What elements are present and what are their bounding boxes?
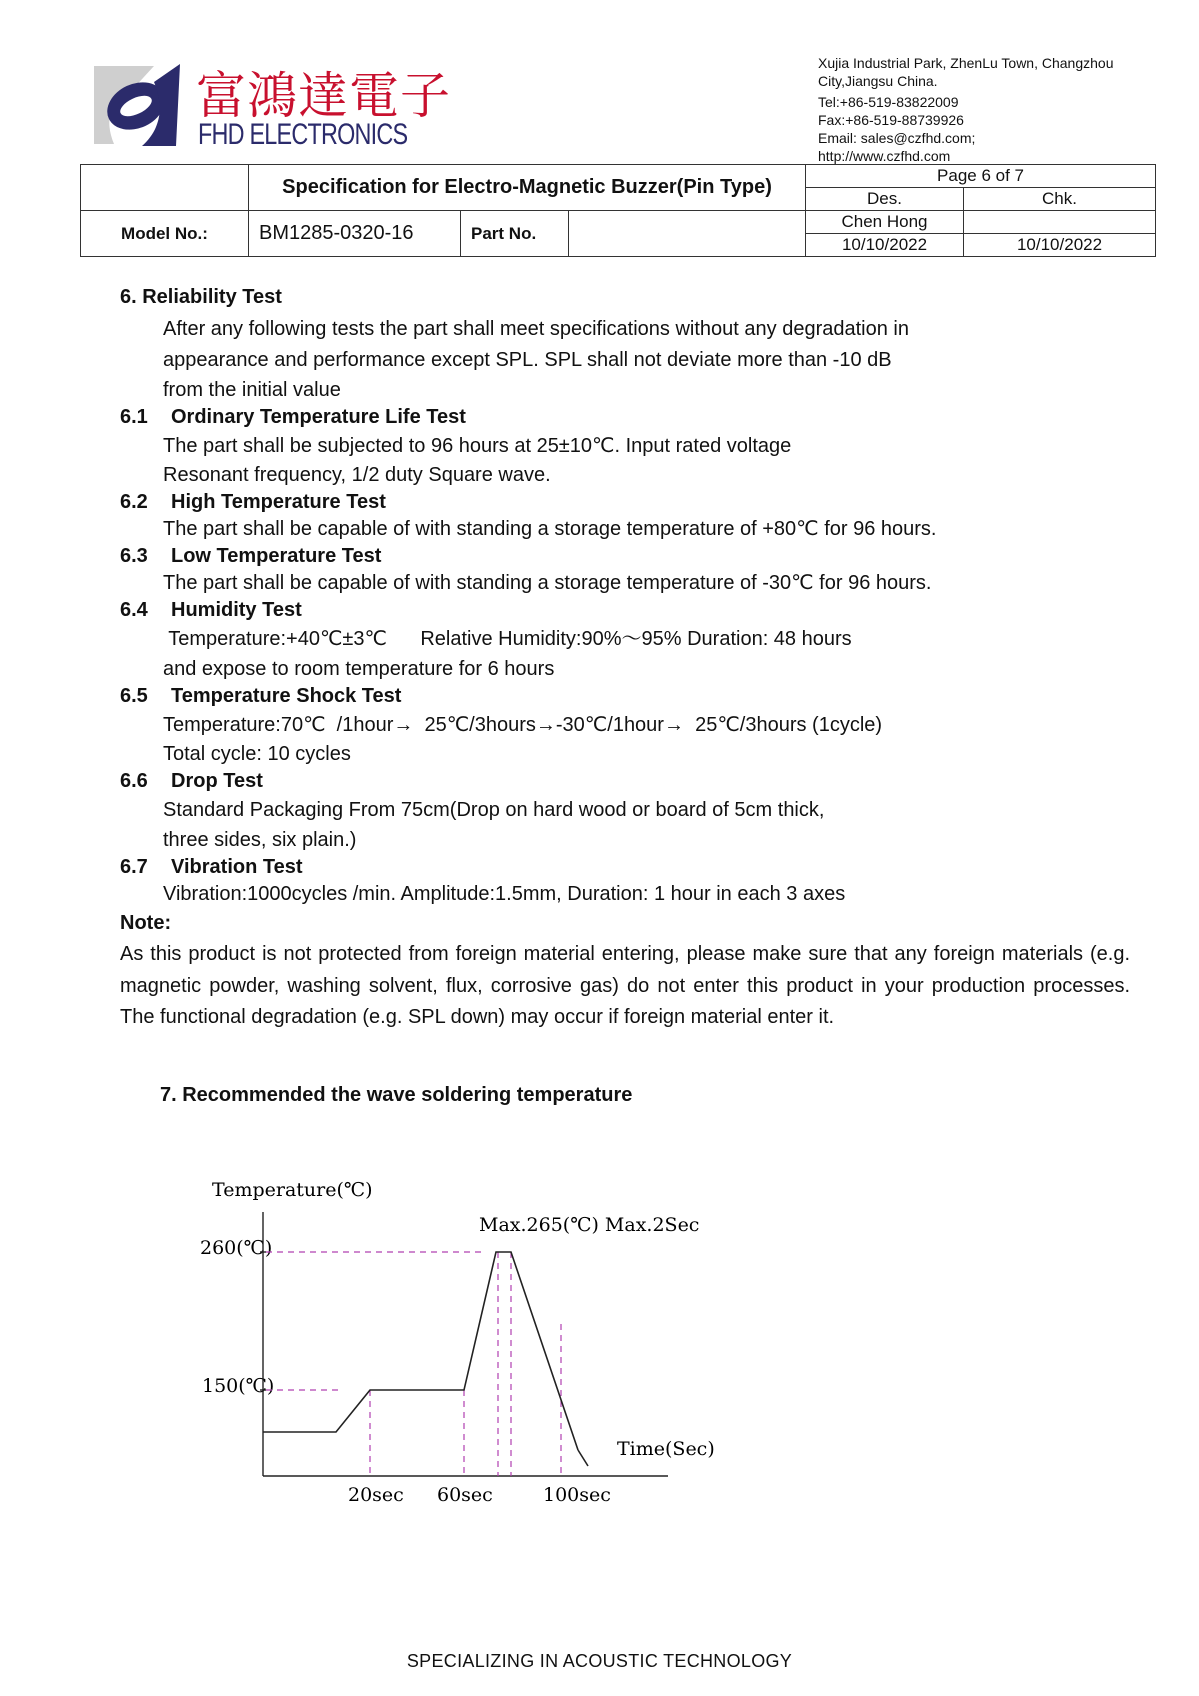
y-axis-label: Temperature(℃) bbox=[212, 1179, 373, 1201]
section-6-content bbox=[120, 282, 1130, 1034]
designer-date: 10/10/2022 bbox=[806, 234, 964, 257]
part-label: Part No. bbox=[461, 211, 569, 257]
temperature-curve bbox=[263, 1252, 578, 1450]
checker-date: 10/10/2022 bbox=[964, 234, 1156, 257]
test-line: Temperature:70℃ /1hour→ 25℃/3hours→-30℃/1hour→ 25℃/3hours (1cycle) bbox=[163, 713, 883, 736]
part-value bbox=[569, 211, 806, 257]
intro-line: from the initial value bbox=[163, 378, 341, 401]
test-number: 6.6 bbox=[120, 770, 148, 792]
test-number: 6.7 bbox=[120, 855, 148, 878]
telephone: Tel:+86-519-83822009 bbox=[818, 94, 959, 110]
footer-slogan: SPECIALIZING IN ACOUSTIC TECHNOLOGY bbox=[406, 1651, 793, 1671]
test-heading bbox=[120, 489, 1130, 516]
company-contact-block bbox=[818, 54, 1173, 165]
y-tick-150: 150(℃) bbox=[202, 1375, 275, 1397]
test-line: Resonant frequency, 1/2 duty Square wave. bbox=[163, 464, 551, 486]
x-axis-label: Time(Sec) bbox=[617, 1438, 715, 1460]
page-number: Page 6 of 7 bbox=[806, 165, 1156, 188]
test-line: and expose to room temperature for 6 hours bbox=[163, 657, 555, 680]
test-heading bbox=[120, 404, 1130, 431]
test-line: The part shall be capable of with standing a storage temperature of -30℃ for 96 hours. bbox=[163, 572, 932, 594]
test-number: 6.3 bbox=[120, 545, 148, 567]
x-tick-20sec: 20sec bbox=[348, 1484, 404, 1506]
guide-lines bbox=[266, 1252, 561, 1476]
model-label: Model No.: bbox=[81, 211, 249, 257]
test-title: Low Temperature Test bbox=[171, 545, 382, 567]
x-tick-60sec: 60sec bbox=[437, 1484, 493, 1506]
y-tick-260: 260(℃) bbox=[200, 1237, 273, 1259]
intro-line: appearance and performance except SPL. SPL shall not deviate more than -10 dB bbox=[163, 349, 892, 371]
note-text: As this product is not protected from foreign material entering, please make sure that any foreign materials (e.g. magnetic powder, washing solvent, flux, corrosive gas) do not enter this product in your production processes. The functional degradation (e.g. SPL down) may occur if foreign material enter it. bbox=[120, 943, 1130, 1028]
curve-tail bbox=[578, 1450, 588, 1466]
test-number: 6.2 bbox=[120, 491, 148, 513]
test-title: High Temperature Test bbox=[171, 491, 386, 513]
intro-line: After any following tests the part shall meet specifications without any degradation in bbox=[163, 317, 909, 340]
section-6-title: 6. Reliability Test bbox=[120, 286, 282, 308]
test-title: Vibration Test bbox=[171, 855, 303, 878]
checker-label: Chk. bbox=[964, 188, 1156, 211]
email: Email: sales@czfhd.com; bbox=[818, 130, 976, 146]
test-title: Humidity Test bbox=[171, 599, 302, 621]
test-line: Total cycle: 10 cycles bbox=[163, 743, 351, 765]
peak-annotation: Max.265(℃) Max.2Sec bbox=[479, 1214, 700, 1236]
blank-cell bbox=[81, 165, 249, 211]
test-line: Standard Packaging From 75cm(Drop on hard wood or board of 5cm thick, bbox=[163, 799, 825, 821]
section-7-title: 7. Recommended the wave soldering temperature bbox=[160, 1084, 633, 1106]
fax: Fax:+86-519-88739926 bbox=[818, 112, 964, 128]
test-title: Temperature Shock Test bbox=[171, 684, 402, 707]
company-logo-icon bbox=[92, 60, 187, 150]
company-chinese-name: 富鴻達電子 bbox=[196, 67, 451, 125]
test-heading bbox=[120, 543, 1130, 570]
test-line: three sides, six plain.) bbox=[163, 828, 357, 851]
website-link[interactable]: http://www.czfhd.com bbox=[818, 148, 951, 164]
test-number: 6.1 bbox=[120, 405, 148, 428]
test-heading bbox=[120, 597, 1130, 624]
test-line: The part shall be capable of with standing a storage temperature of +80℃ for 96 hours. bbox=[163, 518, 937, 540]
company-english-name: FHD ELECTRONICS bbox=[198, 118, 408, 151]
address-line-2: City,Jiangsu China. bbox=[818, 73, 938, 89]
designer-label: Des. bbox=[806, 188, 964, 211]
model-value: BM1285-0320-16 bbox=[249, 211, 461, 257]
test-number: 6.5 bbox=[120, 684, 148, 707]
test-title: Drop Test bbox=[171, 770, 263, 792]
x-tick-100sec: 100sec bbox=[543, 1484, 611, 1506]
checker-name bbox=[964, 211, 1156, 234]
soldering-profile-chart bbox=[190, 1170, 750, 1510]
test-number: 6.4 bbox=[120, 599, 148, 621]
test-line: Vibration:1000cycles /min. Amplitude:1.5mm, Duration: 1 hour in each 3 axes bbox=[163, 882, 846, 905]
address-line-1: Xujia Industrial Park, ZhenLu Town, Changzhou bbox=[818, 55, 1114, 71]
test-title: Ordinary Temperature Life Test bbox=[171, 405, 466, 428]
spec-header-table bbox=[80, 164, 1156, 257]
designer-name: Chen Hong bbox=[806, 211, 964, 234]
test-line: Temperature:+40℃±3℃ Relative Humidity:90%～95% Duration: 48 hours bbox=[163, 628, 852, 650]
test-heading bbox=[120, 768, 1130, 795]
test-line: The part shall be subjected to 96 hours at 25±10℃. Input rated voltage bbox=[163, 434, 792, 457]
note-title: Note: bbox=[120, 911, 172, 934]
document-title: Specification for Electro-Magnetic Buzzer(Pin Type) bbox=[249, 165, 806, 211]
test-heading bbox=[120, 854, 1130, 881]
test-heading bbox=[120, 683, 1130, 710]
